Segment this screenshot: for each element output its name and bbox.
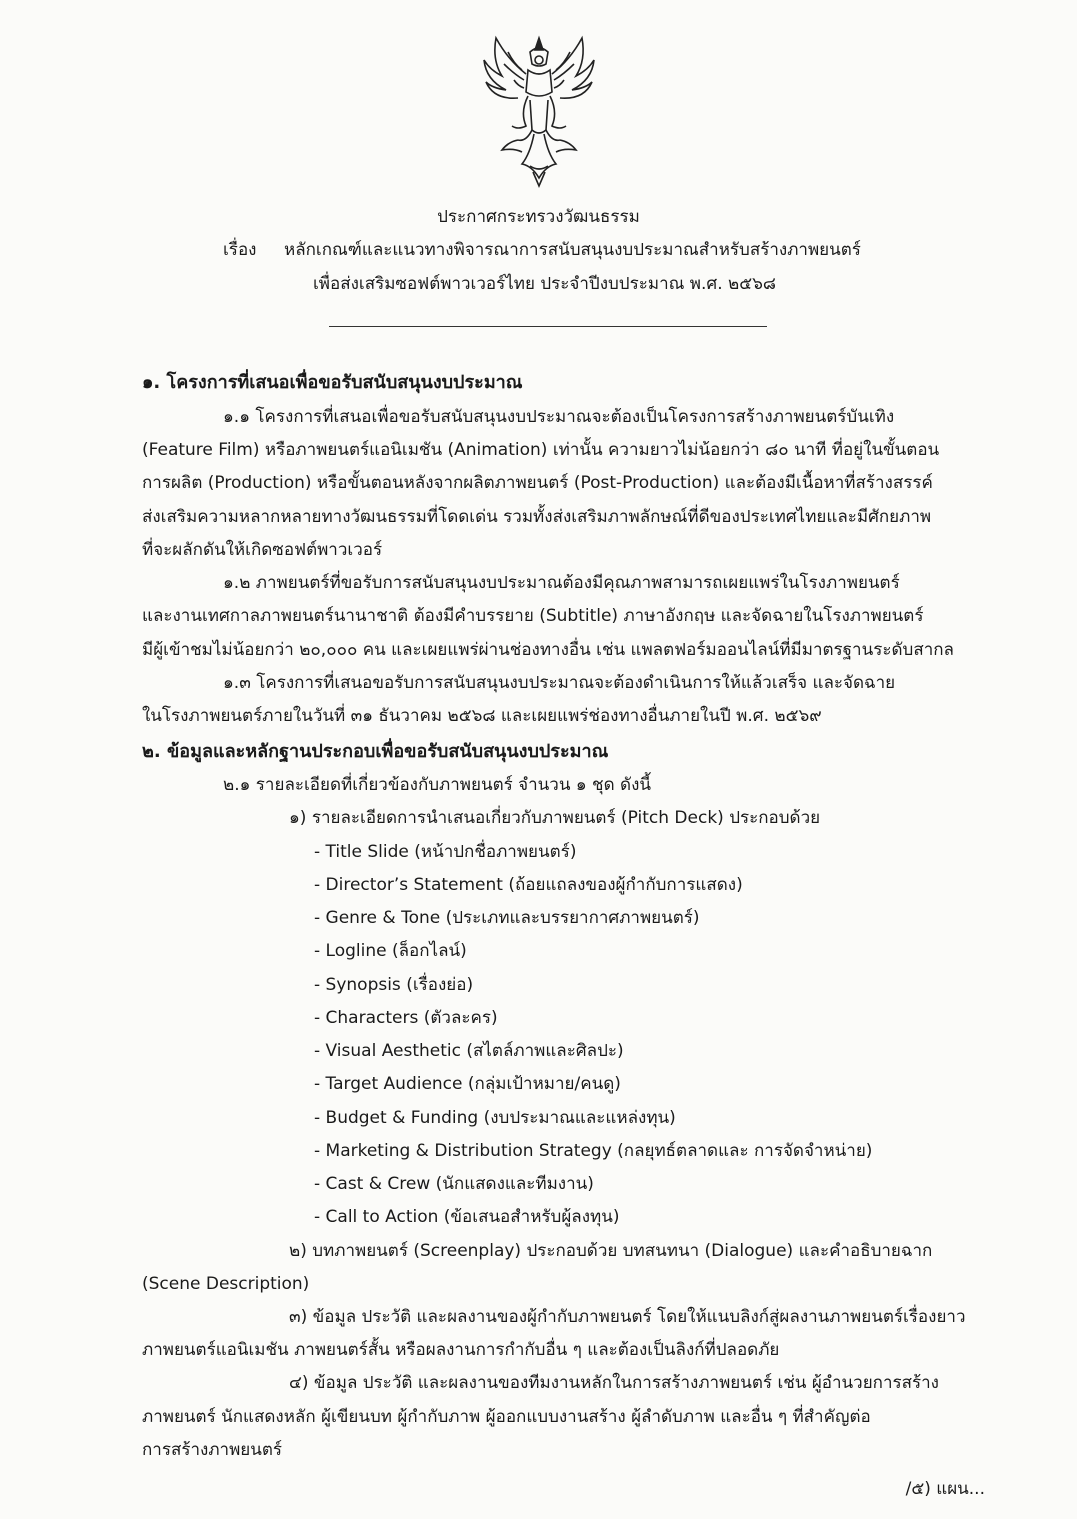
pitch-deck-bullet: - Visual Aesthetic (สไตล์ภาพและศิลปะ) [314,1041,624,1061]
subject-label: เรื่อง [223,240,257,260]
pitch-deck-bullet: - Target Audience (กลุ่มเป้าหมาย/คนดู) [314,1074,621,1094]
paragraph-1-1-line: การผลิต (Production) หรือขั้นตอนหลังจากผลิตภาพยนตร์ (Post-Production) และต้องมีเนื้อหาที่สร้างสรรค์ [142,473,933,493]
item-2-1: ๒.๑ รายละเอียดที่เกี่ยวข้องกับภาพยนตร์ จำนวน ๑ ชุด ดังนี้ [223,775,651,795]
item-1-intro: ๑) รายละเอียดการนำเสนอเกี่ยวกับภาพยนตร์ (Pitch Deck) ประกอบด้วย [289,808,821,828]
header-divider [329,326,767,327]
paragraph-1-1-line: (Feature Film) หรือภาพยนตร์แอนิเมชัน (Animation) เท่านั้น ความยาวไม่น้อยกว่า ๘๐ นาที ที่อยู่ในขั้นตอน [142,440,940,460]
pitch-deck-bullet: - Call to Action (ข้อเสนอสำหรับผู้ลงทุน) [314,1207,620,1227]
pitch-deck-bullet: - Cast & Crew (นักแสดงและทีมงาน) [314,1174,594,1194]
pitch-deck-bullet: - Characters (ตัวละคร) [314,1008,498,1028]
pitch-deck-bullet: - Director’s Statement (ถ้อยแถลงของผู้กำกับการแสดง) [314,875,743,895]
item-4-line: การสร้างภาพยนตร์ [142,1440,283,1460]
paragraph-1-2-line: และงานเทศกาลภาพยนตร์นานาชาติ ต้องมีคำบรรยาย (Subtitle) ภาษาอังกฤษ และจัดฉายในโรงภาพยนตร์ [142,606,924,626]
paragraph-1-1-line: ๑.๑ โครงการที่เสนอเพื่อขอรับสนับสนุนงบประมาณจะต้องเป็นโครงการสร้างภาพยนตร์บันเทิง [223,407,895,427]
subject-line-1: หลักเกณฑ์และแนวทางพิจารณาการสนับสนุนงบประมาณสำหรับสร้างภาพยนตร์ [284,240,861,260]
pitch-deck-bullet: - Title Slide (หน้าปกชื่อภาพยนตร์) [314,842,577,862]
paragraph-1-3-line: ๑.๓ โครงการที่เสนอขอรับการสนับสนุนงบประมาณจะต้องดำเนินการให้แล้วเสร็จ และจัดฉาย [223,673,896,693]
item-3-line: ภาพยนตร์แอนิเมชัน ภาพยนตร์สั้น หรือผลงานการกำกับอื่น ๆ และต้องเป็นลิงก์ที่ปลอดภัย [142,1340,780,1360]
pitch-deck-bullet: - Synopsis (เรื่องย่อ) [314,975,474,995]
item-4-line: ภาพยนตร์ นักแสดงหลัก ผู้เขียนบท ผู้กำกับภาพ ผู้ออกแบบงานสร้าง ผู้ลำดับภาพ และอื่น ๆ ที่สำคัญต่อ [142,1407,871,1427]
subject-line-2: เพื่อส่งเสริมซอฟต์พาวเวอร์ไทย ประจำปีงบประมาณ พ.ศ. ๒๕๖๘ [313,274,776,294]
item-4-line: ๔) ข้อมูล ประวัติ และผลงานของทีมงานหลักในการสร้างภาพยนตร์ เช่น ผู้อำนวยการสร้าง [289,1373,939,1393]
paragraph-1-2-line: มีผู้เข้าชมไม่น้อยกว่า ๒๐,๐๐๐ คน และเผยแพร่ผ่านช่องทางอื่น เช่น แพลตฟอร์มออนไลน์ที่มีมาตรฐานระดับสากล [142,640,954,660]
continuation-marker: /๕) แผน... [905,1479,985,1499]
pitch-deck-bullet: - Logline (ล็อกไลน์) [314,941,467,961]
announcement-title: ประกาศกระทรวงวัฒนธรรม [437,207,640,227]
item-2-line: ๒) บทภาพยนตร์ (Screenplay) ประกอบด้วย บทสนทนา (Dialogue) และคำอธิบายฉาก [289,1241,933,1261]
garuda-emblem-icon [478,30,600,190]
paragraph-1-1-line: ที่จะผลักดันให้เกิดซอฟต์พาวเวอร์ [142,540,383,560]
paragraph-1-1-line: ส่งเสริมความหลากหลายทางวัฒนธรรมที่โดดเด่น รวมทั้งส่งเสริมภาพลักษณ์ที่ดีของประเทศไทยและมีศักยภาพ [142,507,932,527]
section-2-heading: ๒. ข้อมูลและหลักฐานประกอบเพื่อขอรับสนับสนุนงบประมาณ [142,741,609,762]
item-2-line: (Scene Description) [142,1274,310,1294]
section-1-heading: ๑. โครงการที่เสนอเพื่อขอรับสนับสนุนงบประมาณ [142,372,523,393]
pitch-deck-bullet: - Genre & Tone (ประเภทและบรรยากาศภาพยนตร์) [314,908,700,928]
pitch-deck-bullet: - Marketing & Distribution Strategy (กลยุทธ์ตลาดและ การจัดจำหน่าย) [314,1141,873,1161]
pitch-deck-bullet: - Budget & Funding (งบประมาณและแหล่งทุน) [314,1108,676,1128]
paragraph-1-2-line: ๑.๒ ภาพยนตร์ที่ขอรับการสนับสนุนงบประมาณต้องมีคุณภาพสามารถเผยแพร่ในโรงภาพยนตร์ [223,573,900,593]
paragraph-1-3-line: ในโรงภาพยนตร์ภายในวันที่ ๓๑ ธันวาคม ๒๕๖๘ และเผยแพร่ช่องทางอื่นภายในปี พ.ศ. ๒๕๖๙ [142,706,822,726]
item-3-line: ๓) ข้อมูล ประวัติ และผลงานของผู้กำกับภาพยนตร์ โดยให้แนบลิงก์สู่ผลงานภาพยนตร์เรื่องยาว [289,1307,966,1327]
